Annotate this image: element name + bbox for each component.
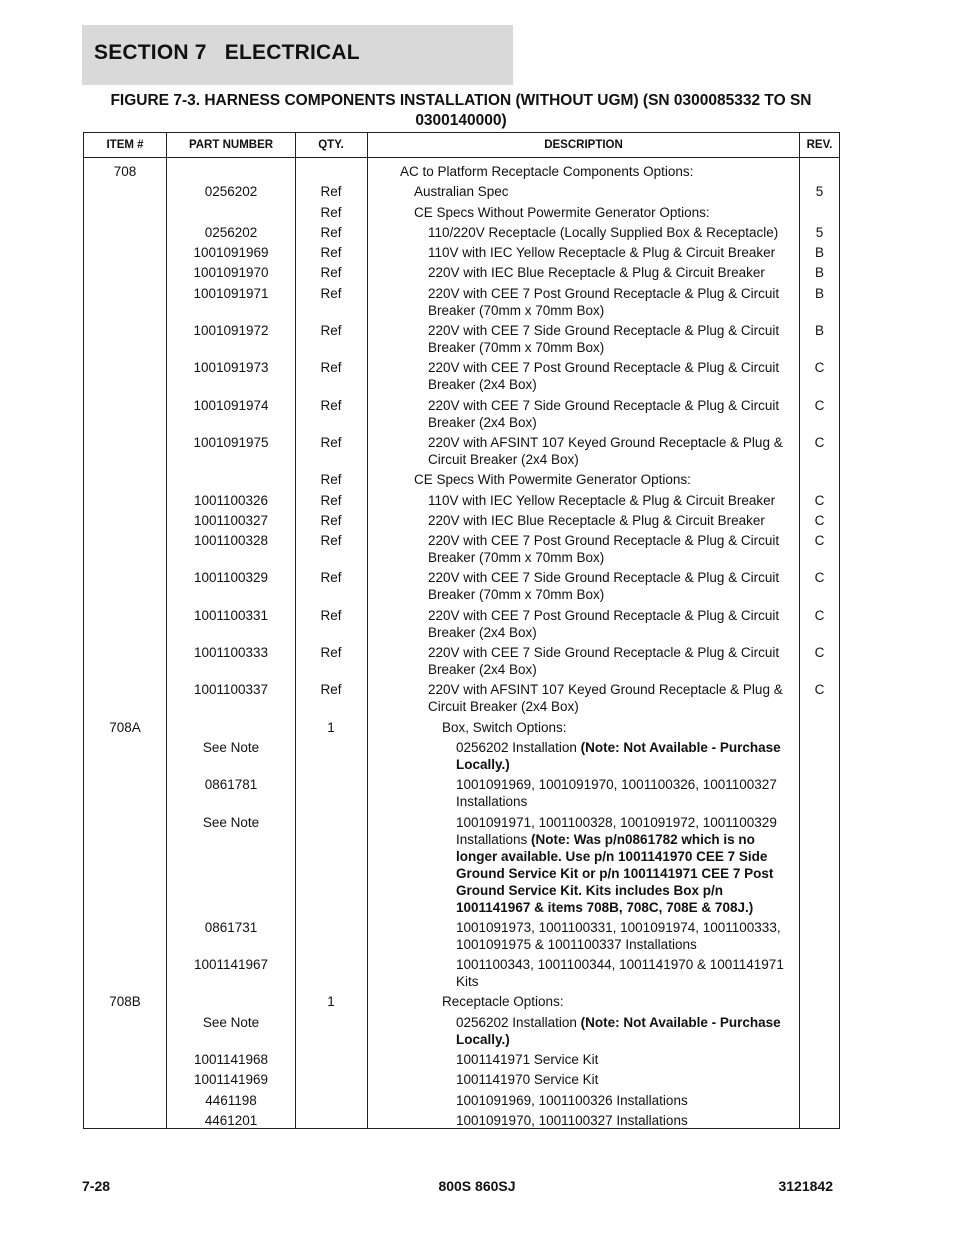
description xyxy=(456,1112,796,1129)
table-row xyxy=(84,814,839,919)
table-row xyxy=(84,1112,839,1132)
table-row xyxy=(84,1092,839,1112)
description-text: 0256202 Installation xyxy=(456,1014,581,1030)
table-row xyxy=(84,919,839,956)
part-number: See Note xyxy=(202,739,260,755)
table-row xyxy=(84,607,839,644)
revision: 5 xyxy=(815,184,824,200)
part-number: 1001091972 xyxy=(193,323,269,339)
part-number: 1001091969 xyxy=(193,245,269,261)
description xyxy=(428,532,798,566)
description-text: 220V with CEE 7 Side Ground Receptacle & Plug & Circuit Breaker (2x4 Box) xyxy=(428,397,780,430)
table-row xyxy=(84,739,839,776)
part-number: 1001141969 xyxy=(193,1072,269,1088)
description xyxy=(414,204,800,221)
description xyxy=(456,739,796,773)
table-row xyxy=(84,719,839,739)
description xyxy=(428,434,798,468)
description xyxy=(428,512,798,529)
revision: B xyxy=(814,323,824,339)
description xyxy=(442,719,796,736)
header-rev: REV. xyxy=(806,139,833,151)
description-text: 1001141971 Service Kit xyxy=(456,1052,599,1068)
description xyxy=(428,569,798,603)
description xyxy=(414,471,800,488)
revision: C xyxy=(814,682,825,698)
description-text: 220V with IEC Blue Receptacle & Plug & Circuit Breaker xyxy=(428,265,765,281)
quantity: Ref xyxy=(320,533,342,549)
table-row xyxy=(84,244,839,264)
quantity: Ref xyxy=(320,512,342,528)
document-number: 3121842 xyxy=(778,1178,833,1194)
part-number: 0256202 xyxy=(204,184,258,200)
description-text: 1001091969, 1001091970, 1001100326, 1001100327 Installations xyxy=(456,777,777,810)
part-number: 1001091974 xyxy=(193,397,269,413)
description xyxy=(456,919,796,953)
description xyxy=(428,397,798,431)
quantity: Ref xyxy=(320,323,342,339)
description-text: 220V with CEE 7 Post Ground Receptacle & Plug & Circuit Breaker (2x4 Box) xyxy=(428,360,780,393)
table-row xyxy=(84,681,839,718)
model-name: 800S 860SJ xyxy=(438,1178,516,1194)
revision: C xyxy=(814,360,825,376)
table-row xyxy=(84,956,839,993)
description xyxy=(442,993,796,1010)
description xyxy=(456,814,796,916)
part-number: 1001100329 xyxy=(193,570,269,586)
description-text: 0256202 Installation xyxy=(456,739,581,755)
part-number: 1001141967 xyxy=(193,957,269,973)
quantity: Ref xyxy=(320,285,342,301)
table-body xyxy=(84,163,839,1132)
quantity: Ref xyxy=(320,682,342,698)
revision: C xyxy=(814,434,825,450)
quantity: Ref xyxy=(320,570,342,586)
revision: B xyxy=(814,285,824,301)
quantity: Ref xyxy=(320,360,342,376)
description xyxy=(428,224,798,241)
table-row xyxy=(84,224,839,244)
description xyxy=(456,1014,796,1048)
description-text: Receptacle Options: xyxy=(442,994,564,1010)
description-text: 1001091973, 1001100331, 1001091974, 1001100333, 1001091975 & 1001100337 Installations xyxy=(456,919,781,952)
header-part-number: PART NUMBER xyxy=(188,139,274,151)
table-row xyxy=(84,492,839,512)
description-text: 220V with CEE 7 Post Ground Receptacle & Plug & Circuit Breaker (70mm x 70mm Box) xyxy=(428,533,780,566)
description xyxy=(428,264,798,281)
part-number: 4461198 xyxy=(205,1092,257,1108)
part-number: 1001091975 xyxy=(193,434,269,450)
part-number: 0256202 xyxy=(204,224,258,240)
table-header xyxy=(84,133,839,158)
table-row xyxy=(84,285,839,322)
quantity: Ref xyxy=(320,265,342,281)
description xyxy=(414,183,800,200)
table-row xyxy=(84,322,839,359)
revision: C xyxy=(814,492,825,508)
part-number: 1001100328 xyxy=(193,533,269,549)
quantity: 1 xyxy=(327,719,335,735)
description-text: 1001091969, 1001100326 Installations xyxy=(456,1092,688,1108)
part-number: 1001141968 xyxy=(193,1052,269,1068)
part-number: 1001091973 xyxy=(193,360,269,376)
table-row xyxy=(84,434,839,471)
description-text: 1001091970, 1001100327 Installations xyxy=(456,1112,688,1128)
description xyxy=(456,776,796,810)
part-number: 1001100327 xyxy=(193,512,269,528)
revision: C xyxy=(814,533,825,549)
revision: C xyxy=(814,397,825,413)
quantity: Ref xyxy=(320,397,342,413)
part-number: 1001100326 xyxy=(193,492,269,508)
figure-title: FIGURE 7-3. HARNESS COMPONENTS INSTALLATION (WITHOUT UGM) (SN 0300085332 TO SN 0300140000) xyxy=(110,92,812,129)
description xyxy=(428,492,798,509)
description-text: 110V with IEC Yellow Receptacle & Plug & Circuit Breaker xyxy=(428,492,776,508)
table-row xyxy=(84,993,839,1013)
description-text: 110/220V Receptacle (Locally Supplied Box & Receptacle) xyxy=(428,224,779,240)
description-text: 220V with CEE 7 Post Ground Receptacle & Plug & Circuit Breaker (70mm x 70mm Box) xyxy=(428,285,780,318)
header-description: DESCRIPTION xyxy=(544,139,623,151)
quantity: Ref xyxy=(320,492,342,508)
quantity: Ref xyxy=(320,204,342,220)
description-text: 1001100343, 1001100344, 1001141970 & 1001141971 Kits xyxy=(456,957,784,990)
table-row xyxy=(84,1051,839,1071)
description xyxy=(456,956,796,990)
description xyxy=(428,359,798,393)
quantity: Ref xyxy=(320,434,342,450)
revision: B xyxy=(814,265,824,281)
description-text: 220V with IEC Blue Receptacle & Plug & Circuit Breaker xyxy=(428,512,765,528)
table-row xyxy=(84,644,839,681)
revision: 5 xyxy=(815,224,824,240)
part-number: 1001100331 xyxy=(193,607,269,623)
header-item: ITEM # xyxy=(106,139,144,151)
quantity: Ref xyxy=(320,224,342,240)
page-number: 7-28 xyxy=(82,1178,111,1194)
table-row xyxy=(84,183,839,203)
description xyxy=(456,1092,796,1109)
table-row xyxy=(84,471,839,491)
table-row xyxy=(84,359,839,396)
description xyxy=(428,244,798,261)
part-number: 0861781 xyxy=(204,777,258,793)
description xyxy=(428,607,798,641)
quantity: Ref xyxy=(320,245,342,261)
table-row xyxy=(84,1071,839,1091)
item-number: 708B xyxy=(109,994,141,1010)
table-row xyxy=(84,532,839,569)
description-text: 110V with IEC Yellow Receptacle & Plug & Circuit Breaker xyxy=(428,245,776,261)
description-text: 220V with CEE 7 Side Ground Receptacle & Plug & Circuit Breaker (70mm x 70mm Box) xyxy=(428,570,780,603)
quantity: 1 xyxy=(327,994,335,1010)
description xyxy=(428,322,798,356)
part-number: See Note xyxy=(202,814,260,830)
revision: C xyxy=(814,645,825,661)
description xyxy=(400,163,800,180)
description xyxy=(428,644,798,678)
description-text: Australian Spec xyxy=(414,184,509,200)
quantity: Ref xyxy=(320,472,342,488)
description-text: 1001091971, 1001100328, 1001091972, 1001100329 Installations xyxy=(456,814,777,847)
table-row xyxy=(84,204,839,224)
revision: B xyxy=(814,245,824,261)
item-number: 708A xyxy=(109,719,141,735)
description-text: CE Specs Without Powermite Generator Options: xyxy=(414,204,710,220)
part-number: 1001091971 xyxy=(193,285,269,301)
description-note: (Note: Not Available - Purchase Locally.) xyxy=(456,1014,781,1047)
description-note: (Note: Was p/n0861782 which is no longer available. Use p/n 1001141970 CEE 7 Side Ground Service Kit or p/n 1001141971 CEE 7 Post Ground Service Kit. Kits includes Box p/n 1001141967 & items 708B, 708C, 708E & 708J.) xyxy=(456,831,774,915)
table-row xyxy=(84,776,839,813)
part-number: 1001100337 xyxy=(193,682,269,698)
description-text: 1001141970 Service Kit xyxy=(456,1072,599,1088)
revision: C xyxy=(814,607,825,623)
part-number: See Note xyxy=(202,1014,260,1030)
quantity: Ref xyxy=(320,645,342,661)
table-row xyxy=(84,163,839,183)
description-text: Box, Switch Options: xyxy=(442,719,567,735)
part-number: 0861731 xyxy=(204,919,258,935)
description-text: 220V with CEE 7 Post Ground Receptacle & Plug & Circuit Breaker (2x4 Box) xyxy=(428,607,780,640)
description xyxy=(456,1071,796,1088)
description-text: AC to Platform Receptacle Components Options: xyxy=(400,164,694,179)
description-text: 220V with AFSINT 107 Keyed Ground Receptacle & Plug & Circuit Breaker (2x4 Box) xyxy=(428,434,783,467)
part-number: 1001091970 xyxy=(193,265,269,281)
description-text: CE Specs With Powermite Generator Options: xyxy=(414,472,691,488)
description-text: 220V with AFSINT 107 Keyed Ground Receptacle & Plug & Circuit Breaker (2x4 Box) xyxy=(428,682,783,715)
part-number: 1001100333 xyxy=(193,645,269,661)
description-note: (Note: Not Available - Purchase Locally.) xyxy=(456,739,781,772)
item-number: 708 xyxy=(113,164,137,179)
table-row xyxy=(84,1014,839,1051)
description xyxy=(428,285,798,319)
table-row xyxy=(84,397,839,434)
table-row xyxy=(84,264,839,284)
part-number: 4461201 xyxy=(204,1112,258,1128)
table-row xyxy=(84,512,839,532)
quantity: Ref xyxy=(320,607,342,623)
quantity: Ref xyxy=(320,184,342,200)
revision: C xyxy=(814,512,825,528)
header-qty: QTY. xyxy=(318,139,344,151)
description-text: 220V with CEE 7 Side Ground Receptacle & Plug & Circuit Breaker (2x4 Box) xyxy=(428,645,780,678)
description xyxy=(428,681,798,715)
parts-table xyxy=(83,132,840,1129)
description-text: 220V with CEE 7 Side Ground Receptacle & Plug & Circuit Breaker (70mm x 70mm Box) xyxy=(428,323,780,356)
revision: C xyxy=(814,570,825,586)
description xyxy=(456,1051,796,1068)
table-row xyxy=(84,569,839,606)
section-title: SECTION 7 ELECTRICAL xyxy=(94,41,360,64)
